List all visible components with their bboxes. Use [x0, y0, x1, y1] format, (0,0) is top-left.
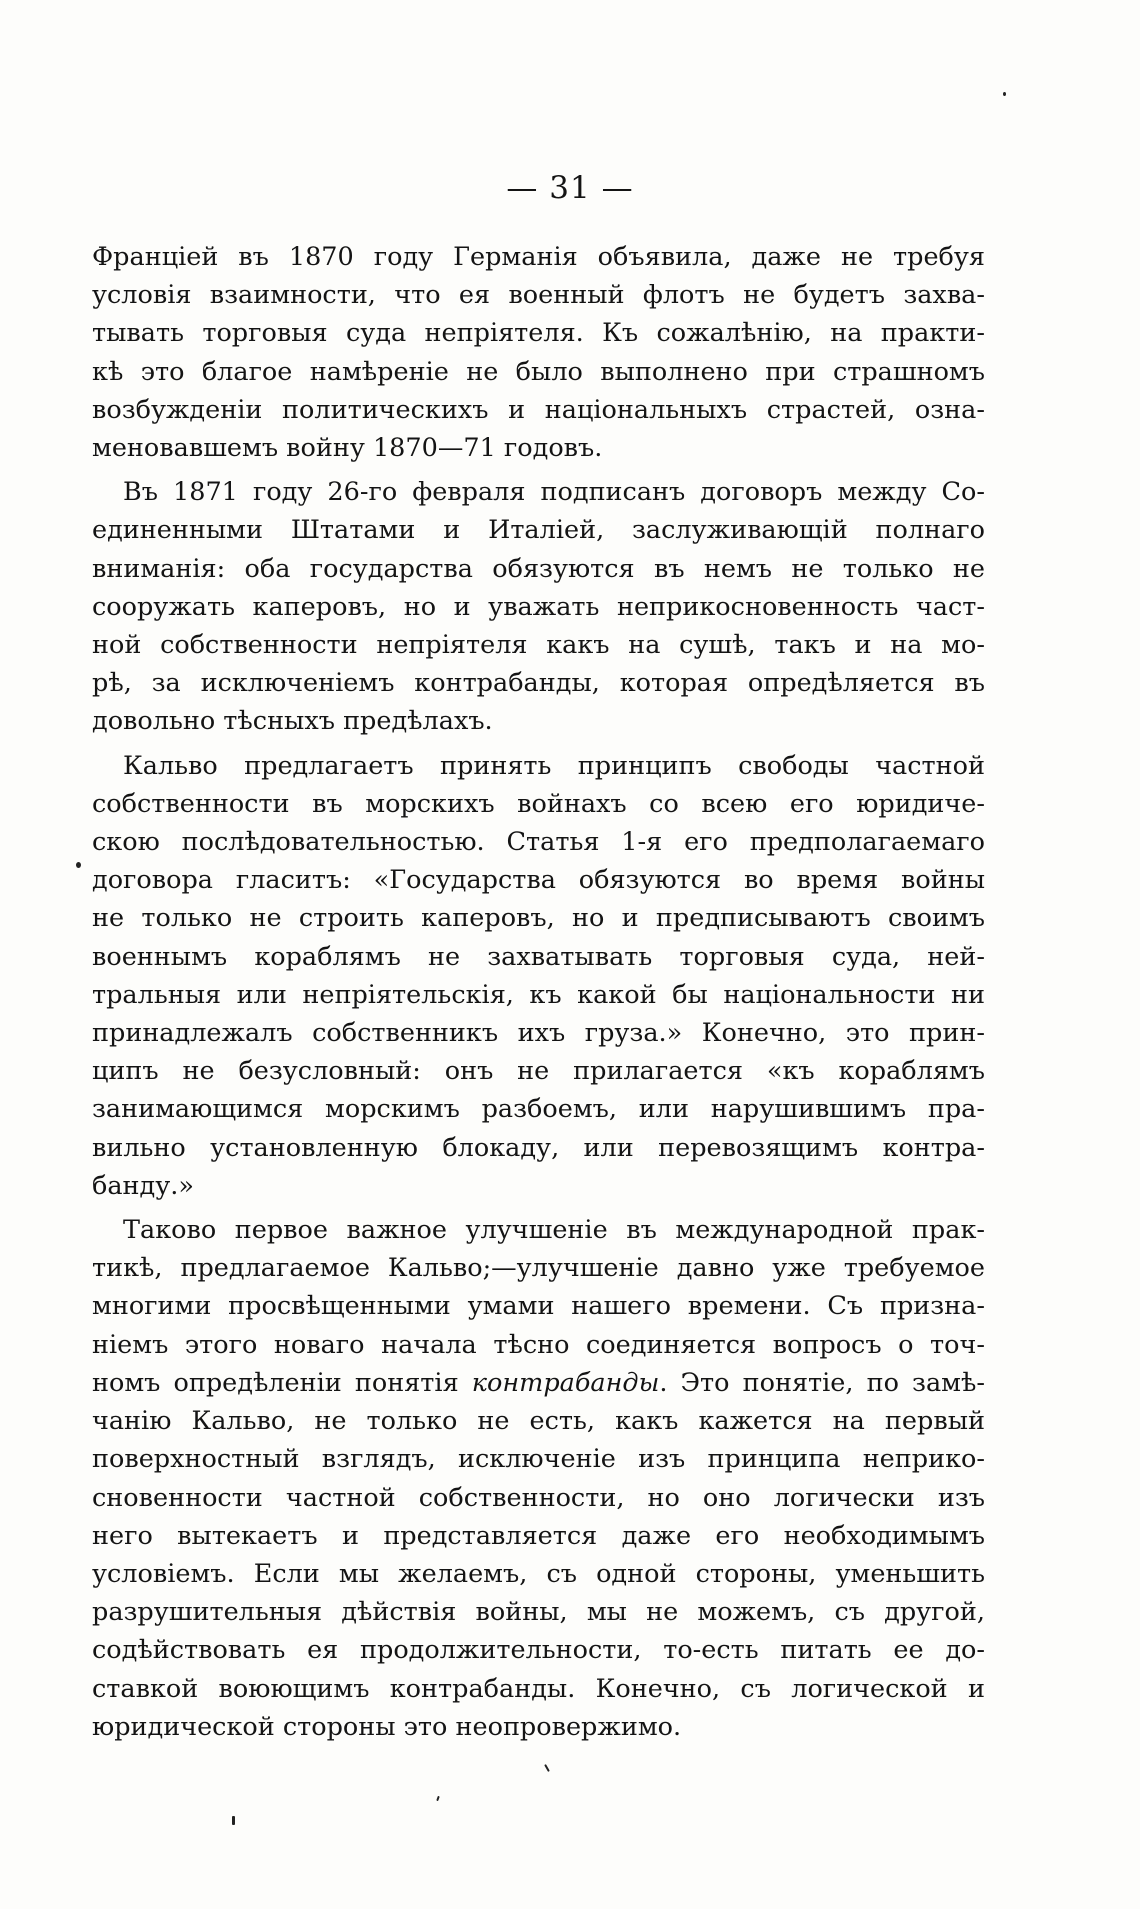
text-line: содѣйствовать ея продолжительности, то-есть питать ее до- [92, 1635, 985, 1666]
text-line: договора гласитъ: «Государства обязуются во время войны [92, 865, 985, 896]
text-line: возбужденіи политическихъ и національныхъ страстей, озна- [92, 394, 985, 425]
text-line: ципъ не безусловный: онъ не прилагается «къ кораблямъ [92, 1056, 985, 1087]
text-line: юридической стороны это неопровержимо. [92, 1711, 682, 1742]
text-line: Кальво предлагаетъ принять принципъ свободы частной [123, 750, 985, 781]
page-number: — 31 — [506, 170, 634, 206]
paragraph-1 [92, 238, 985, 467]
body-text [92, 238, 985, 1752]
text-line: занимающимся морскимъ разбоемъ, или нарушившимъ пра- [92, 1094, 985, 1125]
scan-speck [76, 862, 81, 868]
text-line: тральныя или непріятельскія, къ какой бы національности ни [92, 979, 985, 1010]
text-line: разрушительныя дѣйствія войны, мы не можемъ, съ другой, [92, 1597, 985, 1628]
scan-speck [436, 1796, 440, 1801]
paragraph-3 [92, 747, 985, 1205]
paragraph-2 [92, 473, 985, 740]
text-line: тывать торговыя суда непріятеля. Къ сожалѣнію, на практи- [92, 318, 985, 349]
text-line: меновавшемъ войну 1870—71 годовъ. [92, 433, 603, 464]
text-line: ніемъ этого новаго начала тѣсно соединяется вопросъ о точ- [92, 1329, 985, 1360]
text-line: вниманія: оба государства обязуются въ немъ не только не [92, 553, 985, 584]
text-line: поверхностный взглядъ, исключеніе изъ принципа неприко- [92, 1444, 985, 1475]
scan-speck [232, 1816, 235, 1825]
paragraph-4 [92, 1211, 985, 1746]
italic-term: контрабанды [471, 1367, 660, 1398]
text-line: сновенности частной собственности, но оно логически изъ [92, 1482, 985, 1513]
text-line: банду.» [92, 1170, 194, 1201]
text-line: Франціей въ 1870 году Германія объявила, даже не требуя [92, 242, 985, 272]
text-line: тикѣ, предлагаемое Кальво;—улучшеніе давно уже требуемое [92, 1253, 985, 1284]
text-line: ной собственности непріятеля какъ на сушѣ, такъ и на мо- [92, 630, 985, 661]
text-line: принадлежалъ собственникъ ихъ груза.» Конечно, это прин- [92, 1018, 985, 1049]
text-line: довольно тѣсныхъ предѣлахъ. [92, 706, 493, 737]
text-line: кѣ это благое намѣреніе не было выполнено при страшномъ [92, 356, 985, 387]
text-line: чанію Кальво, не только не есть, какъ кажется на первый [92, 1406, 985, 1437]
text-line: сооружать каперовъ, но и уважать неприкосновенность част- [92, 591, 985, 622]
text-line: собственности въ морскихъ войнахъ со всею его юридиче- [92, 788, 985, 819]
text-line: многими просвѣщенными умами нашего времени. Съ призна- [92, 1291, 985, 1322]
text-line: вильно установленную блокаду, или перевозящимъ контра- [92, 1132, 985, 1163]
text-line: ставкой воюющимъ контрабанды. Конечно, съ логической и [92, 1673, 985, 1704]
text-line: единенными Штатами и Италіей, заслуживающій полнаго [92, 515, 985, 546]
text-line: военнымъ кораблямъ не захватывать торговыя суда, ней- [92, 941, 985, 972]
text-line: номъ опредѣленіи понятія контрабанды. Это понятіе, по замѣ- [92, 1367, 985, 1398]
text-line: него вытекаетъ и представляется даже его необходимымъ [92, 1520, 985, 1551]
text-line: Въ 1871 году 26-го февраля подписанъ договоръ между Со- [123, 477, 985, 508]
text-line: Таково первое важное улучшеніе въ международной прак- [123, 1215, 985, 1246]
text-line: рѣ, за исключеніемъ контрабанды, которая опредѣляется въ [92, 668, 985, 699]
scan-speck [544, 1764, 550, 1772]
text-line: условіемъ. Если мы желаемъ, съ одной стороны, уменьшить [92, 1558, 985, 1589]
text-line: не только не строить каперовъ, но и предписываютъ своимъ [92, 903, 985, 934]
scan-speck [1003, 92, 1006, 96]
text-line: скою послѣдовательностью. Статья 1-я его предполагаемаго [92, 827, 985, 858]
text-line: условія взаимности, что ея военный флотъ не будетъ захва- [92, 280, 985, 311]
